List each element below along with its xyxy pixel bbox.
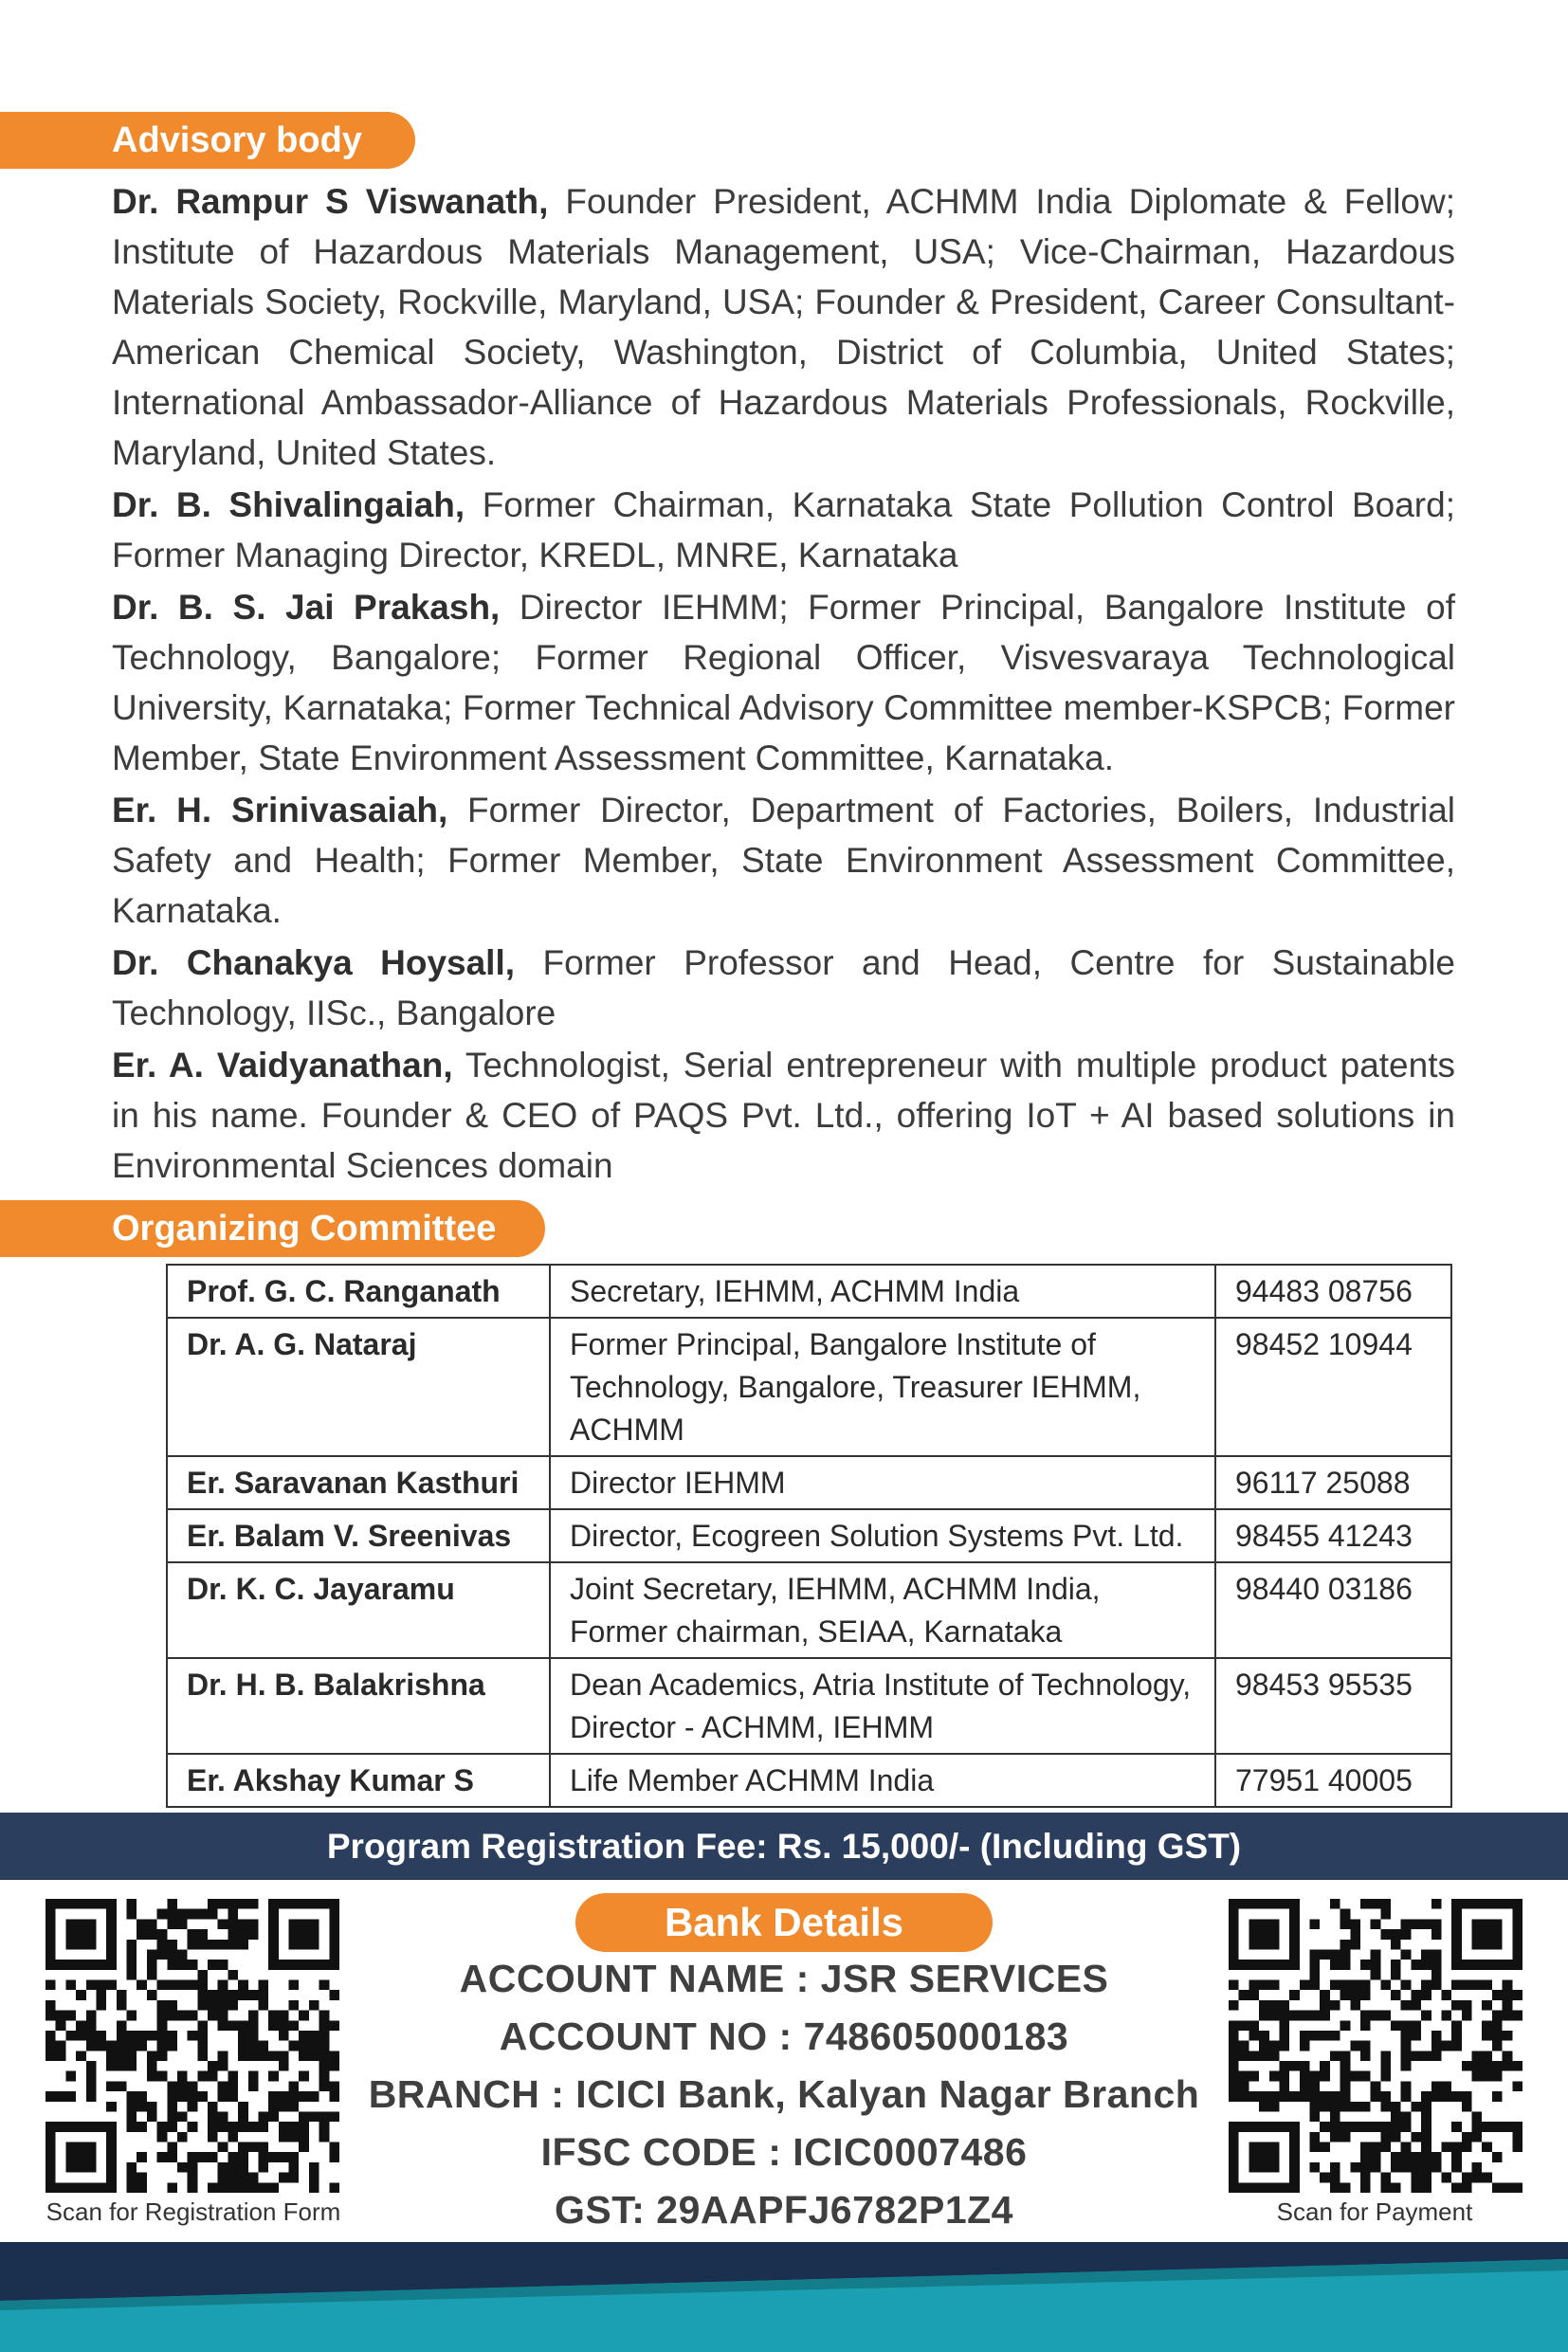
member-name: Er. Saravanan Kasthuri [167, 1456, 550, 1509]
member-name: Er. Balam V. Sreenivas [167, 1509, 550, 1562]
bank-details-heading: Bank Details [575, 1893, 993, 1952]
advisory-member-name: Dr. Rampur S Viswanath, [112, 182, 549, 221]
table-row [167, 1318, 1451, 1456]
advisory-member-name: Dr. B. Shivalingaiah, [112, 485, 465, 524]
table-row [167, 1562, 1451, 1658]
table-row [167, 1265, 1451, 1318]
member-name: Dr. A. G. Nataraj [167, 1318, 550, 1456]
advisory-member-name: Dr. B. S. Jai Prakash, [112, 588, 501, 627]
advisory-member-desc: Former Director, Department of Factories, Boilers, Industrial Safety and Health; Former Member, State Environment Assessment Committee, Karnataka. [112, 791, 1455, 930]
qr-finder-pattern [46, 1899, 117, 1970]
member-role: Joint Secretary, IEHMM, ACHMM India, Former chairman, SEIAA, Karnataka [550, 1562, 1215, 1658]
advisory-heading: Advisory body [0, 112, 415, 169]
member-phone: 77951 40005 [1215, 1754, 1451, 1807]
advisory-member [112, 1040, 1455, 1191]
qr-finder-pattern [1229, 2122, 1300, 2193]
organizing-heading: Organizing Committee [0, 1200, 545, 1257]
payment-qr-caption: Scan for Payment [1276, 2197, 1473, 2226]
advisory-member-name: Dr. Chanakya Hoysall, [112, 943, 516, 982]
account-name: ACCOUNT NAME : JSR SERVICES [459, 1957, 1109, 2000]
ifsc-code: IFSC CODE : ICIC0007486 [540, 2130, 1028, 2174]
registration-fee-banner: Program Registration Fee: Rs. 15,000/- (Including GST) [0, 1813, 1568, 1880]
advisory-member [112, 582, 1455, 783]
member-role: Director IEHMM [550, 1456, 1215, 1509]
member-role: Former Principal, Bangalore Institute of Technology, Bangalore, Treasurer IEHMM, ACHMM [550, 1318, 1215, 1456]
advisory-member-desc: Founder President, ACHMM India Diplomate & Fellow; Institute of Hazardous Materials Management, USA; Vice-Chairman, Hazardous Materials Society, Rockville, Maryland, USA; Founder & President, Career Consultant-American Chemical Society, Washington, District of Columbia, United States; International Ambassador-Alliance of Hazardous Materials Professionals, Rockville, Maryland, United States. [112, 182, 1456, 472]
advisory-member-desc: Director IEHMM; Former Principal, Bangalore Institute of Technology, Bangalore; Former Regional Officer, Visvesvaraya Technological University, Karnataka; Former Technical Advisory Committee member-KSPCB; Former Member, State Environment Assessment Committee, Karnataka. [112, 588, 1455, 777]
member-phone: 98452 10944 [1215, 1318, 1451, 1456]
member-phone: 98440 03186 [1215, 1562, 1451, 1658]
registration-qr-caption: Scan for Registration Form [46, 2197, 341, 2226]
member-role: Secretary, IEHMM, ACHMM India [550, 1265, 1215, 1318]
advisory-member [112, 938, 1455, 1038]
member-role: Life Member ACHMM India [550, 1754, 1215, 1807]
table-row [167, 1658, 1451, 1754]
qr-finder-pattern [1451, 1899, 1522, 1970]
advisory-member [112, 785, 1455, 936]
member-name: Er. Akshay Kumar S [167, 1754, 550, 1807]
qr-finder-pattern [1229, 1899, 1300, 1970]
advisory-member-desc: Former Chairman, Karnataka State Pollution Control Board; Former Managing Director, KREDL, MNRE, Karnataka [112, 485, 1455, 574]
bank-branch: BRANCH : ICICI Bank, Kalyan Nagar Branch [368, 2072, 1200, 2116]
member-phone: 94483 08756 [1215, 1265, 1451, 1318]
member-name: Dr. H. B. Balakrishna [167, 1658, 550, 1754]
table-row [167, 1509, 1451, 1562]
advisory-member-name: Er. A. Vaidyanathan, [112, 1046, 453, 1085]
member-name: Prof. G. C. Ranganath [167, 1265, 550, 1318]
member-role: Director, Ecogreen Solution Systems Pvt. Ltd. [550, 1509, 1215, 1562]
member-phone: 98455 41243 [1215, 1509, 1451, 1562]
account-number: ACCOUNT NO : 748605000183 [499, 2015, 1069, 2058]
member-role: Dean Academics, Atria Institute of Technology, Director - ACHMM, IEHMM [550, 1658, 1215, 1754]
qr-finder-pattern [46, 2122, 117, 2193]
member-phone: 98453 95535 [1215, 1658, 1451, 1754]
footer-decoration [0, 2242, 1568, 2352]
gst-number: GST: 29AAPFJ6782P1Z4 [554, 2188, 1013, 2232]
table-row [167, 1456, 1451, 1509]
table-row [167, 1754, 1451, 1807]
organizing-committee-table [166, 1264, 1452, 1808]
member-phone: 96117 25088 [1215, 1456, 1451, 1509]
registration-qr-code[interactable] [46, 1899, 339, 2193]
advisory-member-name: Er. H. Srinivasaiah, [112, 791, 448, 830]
advisory-list [112, 176, 1455, 1193]
advisory-member [112, 176, 1455, 478]
advisory-member-desc: Former Professor and Head, Centre for Sustainable Technology, IISc., Bangalore [112, 943, 1456, 1032]
advisory-member-desc: Technologist, Serial entrepreneur with multiple product patents in his name. Founder & CEO of PAQS Pvt. Ltd., offering IoT + AI based solutions in Environmental Sciences domain [112, 1046, 1455, 1185]
qr-finder-pattern [268, 1899, 339, 1970]
member-name: Dr. K. C. Jayaramu [167, 1562, 550, 1658]
advisory-member [112, 480, 1455, 580]
payment-qr-code[interactable] [1229, 1899, 1522, 2193]
